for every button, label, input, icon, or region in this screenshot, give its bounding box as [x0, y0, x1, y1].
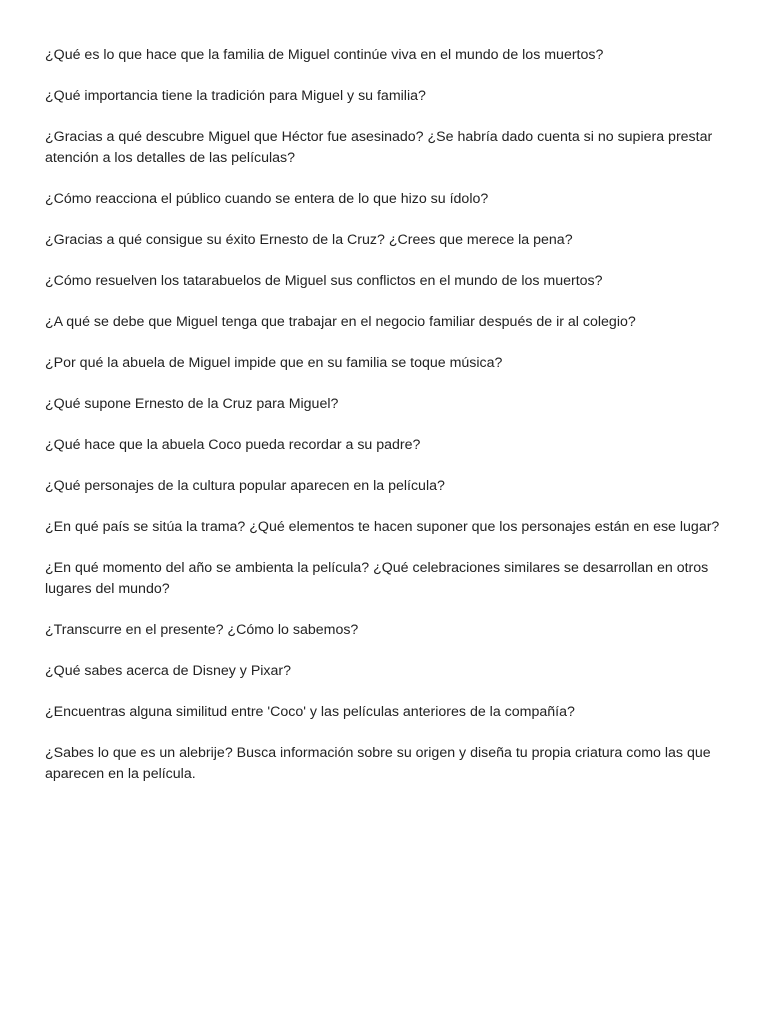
- question-list: [45, 45, 735, 805]
- question-item: ¿Cómo reacciona el público cuando se entera de lo que hizo su ídolo?: [45, 191, 489, 207]
- question-item: ¿Cómo resuelven los tatarabuelos de Miguel sus conflictos en el mundo de los muertos?: [45, 273, 603, 289]
- question-item: ¿En qué país se sitúa la trama? ¿Qué elementos te hacen suponer que los personajes están en ese lugar?: [45, 519, 720, 535]
- question-item: ¿Por qué la abuela de Miguel impide que en su familia se toque música?: [45, 355, 503, 371]
- question-item: ¿Qué personajes de la cultura popular aparecen en la película?: [45, 478, 445, 494]
- question-item: ¿Qué supone Ernesto de la Cruz para Miguel?: [45, 396, 339, 412]
- question-item: ¿Encuentras alguna similitud entre 'Coco' y las películas anteriores de la compañía?: [45, 704, 575, 720]
- question-item: ¿Qué hace que la abuela Coco pueda recordar a su padre?: [45, 437, 421, 453]
- question-item: ¿Gracias a qué descubre Miguel que Héctor fue asesinado? ¿Se habría dado cuenta si no supiera prestar atención a los detalles de las películas?: [45, 129, 713, 166]
- question-item: ¿Transcurre en el presente? ¿Cómo lo sabemos?: [45, 622, 359, 638]
- question-item: ¿Qué es lo que hace que la familia de Miguel continúe viva en el mundo de los muertos?: [45, 47, 604, 63]
- question-item: ¿Qué importancia tiene la tradición para Miguel y su familia?: [45, 88, 426, 104]
- question-item: ¿A qué se debe que Miguel tenga que trabajar en el negocio familiar después de ir al colegio?: [45, 314, 636, 330]
- question-item: ¿Sabes lo que es un alebrije? Busca información sobre su origen y diseña tu propia criatura como las que aparecen en la película.: [45, 745, 711, 782]
- question-item: ¿En qué momento del año se ambienta la película? ¿Qué celebraciones similares se desarrollan en otros lugares del mundo?: [45, 560, 709, 597]
- question-item: ¿Gracias a qué consigue su éxito Ernesto de la Cruz? ¿Crees que merece la pena?: [45, 232, 573, 248]
- question-item: ¿Qué sabes acerca de Disney y Pixar?: [45, 663, 292, 679]
